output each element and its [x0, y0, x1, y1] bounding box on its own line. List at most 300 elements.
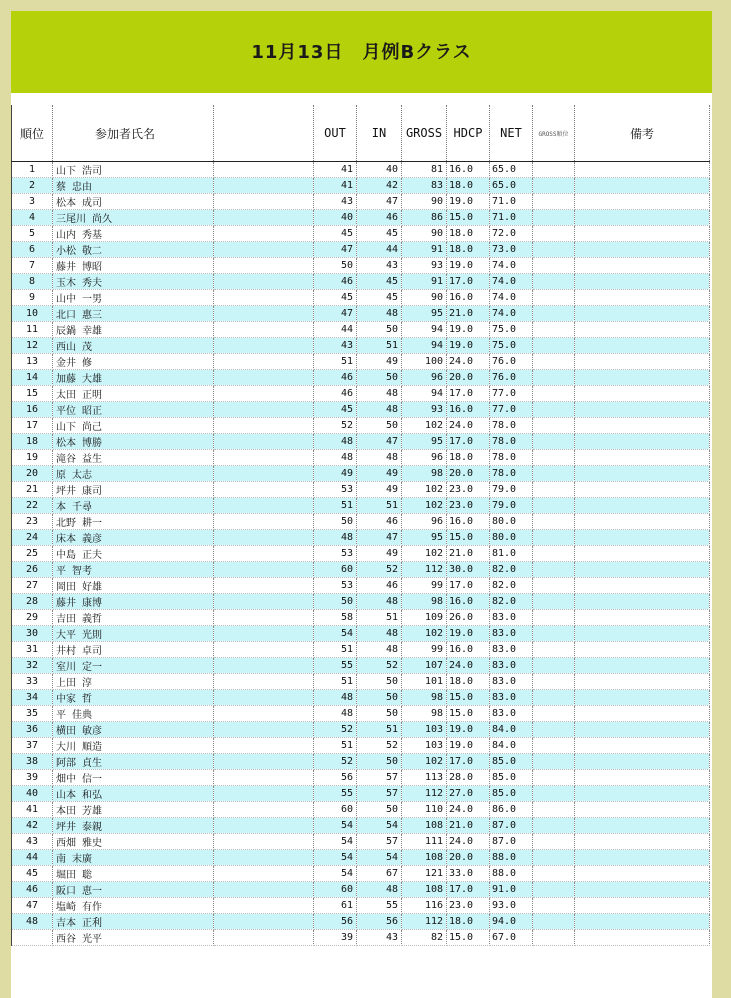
- blank-cell: [214, 386, 314, 402]
- net-cell: 79.0: [490, 498, 533, 514]
- out-cell: 60: [314, 802, 357, 818]
- name-cell: 床本 義彦: [53, 530, 214, 546]
- rank-cell: 11: [12, 322, 53, 338]
- name-cell: 室川 定一: [53, 658, 214, 674]
- header-gross-rank: GROSS順位: [533, 105, 575, 162]
- gross-cell: 103: [402, 722, 447, 738]
- gross-cell: 95: [402, 306, 447, 322]
- gross-cell: 94: [402, 322, 447, 338]
- header-blank: [214, 105, 314, 162]
- note-cell: [575, 498, 710, 514]
- net-cell: 94.0: [490, 914, 533, 930]
- gross-rank-cell: [533, 642, 575, 658]
- table-row: [12, 898, 710, 914]
- gross-rank-cell: [533, 626, 575, 642]
- in-cell: 46: [357, 210, 402, 226]
- name-cell: 北野 耕一: [53, 514, 214, 530]
- table-row: [12, 242, 710, 258]
- name-cell: 南 末廣: [53, 850, 214, 866]
- name-cell: 藤井 康博: [53, 594, 214, 610]
- blank-cell: [214, 674, 314, 690]
- blank-cell: [214, 178, 314, 194]
- gross-rank-cell: [533, 562, 575, 578]
- name-cell: 岡田 好雄: [53, 578, 214, 594]
- name-cell: 山内 秀基: [53, 226, 214, 242]
- blank-cell: [214, 594, 314, 610]
- blank-cell: [214, 258, 314, 274]
- hdcp-cell: 18.0: [447, 242, 490, 258]
- rank-cell: 21: [12, 482, 53, 498]
- net-cell: 80.0: [490, 530, 533, 546]
- out-cell: 46: [314, 274, 357, 290]
- out-cell: 44: [314, 322, 357, 338]
- gross-rank-cell: [533, 306, 575, 322]
- gross-rank-cell: [533, 466, 575, 482]
- gross-cell: 98: [402, 466, 447, 482]
- header-hdcp: HDCP: [447, 105, 490, 162]
- gross-rank-cell: [533, 834, 575, 850]
- hdcp-cell: 19.0: [447, 322, 490, 338]
- net-cell: 82.0: [490, 578, 533, 594]
- net-cell: 87.0: [490, 834, 533, 850]
- net-cell: 65.0: [490, 178, 533, 194]
- net-cell: 85.0: [490, 786, 533, 802]
- table-row: [12, 514, 710, 530]
- name-cell: 小松 敬二: [53, 242, 214, 258]
- gross-cell: 90: [402, 194, 447, 210]
- hdcp-cell: 24.0: [447, 802, 490, 818]
- rank-cell: 41: [12, 802, 53, 818]
- out-cell: 56: [314, 914, 357, 930]
- in-cell: 47: [357, 434, 402, 450]
- out-cell: 40: [314, 210, 357, 226]
- out-cell: 53: [314, 482, 357, 498]
- name-cell: 大川 順造: [53, 738, 214, 754]
- out-cell: 43: [314, 338, 357, 354]
- table-row: [12, 402, 710, 418]
- net-cell: 87.0: [490, 818, 533, 834]
- name-cell: 西山 茂: [53, 338, 214, 354]
- gross-cell: 95: [402, 434, 447, 450]
- note-cell: [575, 578, 710, 594]
- table-row: [12, 306, 710, 322]
- out-cell: 48: [314, 690, 357, 706]
- name-cell: 山本 和弘: [53, 786, 214, 802]
- rank-cell: 3: [12, 194, 53, 210]
- out-cell: 54: [314, 850, 357, 866]
- blank-cell: [214, 722, 314, 738]
- in-cell: 52: [357, 738, 402, 754]
- blank-cell: [214, 242, 314, 258]
- blank-cell: [214, 274, 314, 290]
- rank-cell: 33: [12, 674, 53, 690]
- header-rank: 順位: [12, 105, 53, 162]
- gross-cell: 93: [402, 258, 447, 274]
- note-cell: [575, 722, 710, 738]
- table-row: [12, 210, 710, 226]
- in-cell: 49: [357, 482, 402, 498]
- gross-cell: 103: [402, 738, 447, 754]
- hdcp-cell: 17.0: [447, 882, 490, 898]
- rank-cell: 48: [12, 914, 53, 930]
- net-cell: 75.0: [490, 338, 533, 354]
- rank-cell: 45: [12, 866, 53, 882]
- hdcp-cell: 24.0: [447, 418, 490, 434]
- blank-cell: [214, 818, 314, 834]
- note-cell: [575, 354, 710, 370]
- gross-cell: 100: [402, 354, 447, 370]
- net-cell: 88.0: [490, 866, 533, 882]
- title-banner: [11, 11, 712, 93]
- rank-cell: 43: [12, 834, 53, 850]
- rank-cell: 20: [12, 466, 53, 482]
- hdcp-cell: 15.0: [447, 210, 490, 226]
- gross-cell: 101: [402, 674, 447, 690]
- note-cell: [575, 834, 710, 850]
- gross-rank-cell: [533, 194, 575, 210]
- table-row: [12, 498, 710, 514]
- out-cell: 54: [314, 834, 357, 850]
- gross-cell: 90: [402, 226, 447, 242]
- gross-rank-cell: [533, 898, 575, 914]
- gross-rank-cell: [533, 210, 575, 226]
- blank-cell: [214, 834, 314, 850]
- gross-rank-cell: [533, 850, 575, 866]
- header-in: IN: [357, 105, 402, 162]
- hdcp-cell: 23.0: [447, 498, 490, 514]
- blank-cell: [214, 466, 314, 482]
- in-cell: 48: [357, 594, 402, 610]
- note-cell: [575, 226, 710, 242]
- gross-cell: 113: [402, 770, 447, 786]
- blank-cell: [214, 610, 314, 626]
- gross-rank-cell: [533, 418, 575, 434]
- net-cell: 77.0: [490, 402, 533, 418]
- net-cell: 76.0: [490, 354, 533, 370]
- blank-cell: [214, 898, 314, 914]
- hdcp-cell: 30.0: [447, 562, 490, 578]
- blank-cell: [214, 802, 314, 818]
- gross-cell: 95: [402, 530, 447, 546]
- net-cell: 86.0: [490, 802, 533, 818]
- out-cell: 45: [314, 402, 357, 418]
- in-cell: 49: [357, 546, 402, 562]
- note-cell: [575, 642, 710, 658]
- net-cell: 85.0: [490, 770, 533, 786]
- blank-cell: [214, 770, 314, 786]
- table-row: [12, 258, 710, 274]
- gross-cell: 108: [402, 882, 447, 898]
- rank-cell: 31: [12, 642, 53, 658]
- hdcp-cell: 18.0: [447, 178, 490, 194]
- name-cell: 平 佳典: [53, 706, 214, 722]
- blank-cell: [214, 402, 314, 418]
- table-row: [12, 594, 710, 610]
- blank-cell: [214, 370, 314, 386]
- in-cell: 42: [357, 178, 402, 194]
- in-cell: 43: [357, 930, 402, 946]
- gross-cell: 107: [402, 658, 447, 674]
- rank-cell: 12: [12, 338, 53, 354]
- blank-cell: [214, 578, 314, 594]
- note-cell: [575, 770, 710, 786]
- table-row: [12, 818, 710, 834]
- out-cell: 54: [314, 866, 357, 882]
- table-row: [12, 370, 710, 386]
- name-cell: 山中 一男: [53, 290, 214, 306]
- table-row: [12, 162, 710, 178]
- hdcp-cell: 17.0: [447, 274, 490, 290]
- net-cell: 83.0: [490, 658, 533, 674]
- gross-cell: 94: [402, 338, 447, 354]
- gross-rank-cell: [533, 786, 575, 802]
- table-row: [12, 850, 710, 866]
- gross-cell: 96: [402, 514, 447, 530]
- header-row: [12, 105, 710, 162]
- table-row: [12, 274, 710, 290]
- table-row: [12, 658, 710, 674]
- gross-cell: 108: [402, 818, 447, 834]
- blank-cell: [214, 226, 314, 242]
- net-cell: 75.0: [490, 322, 533, 338]
- name-cell: 平 智考: [53, 562, 214, 578]
- hdcp-cell: 16.0: [447, 514, 490, 530]
- in-cell: 50: [357, 802, 402, 818]
- results-table: [11, 105, 710, 946]
- out-cell: 49: [314, 466, 357, 482]
- hdcp-cell: 16.0: [447, 594, 490, 610]
- out-cell: 48: [314, 434, 357, 450]
- hdcp-cell: 19.0: [447, 626, 490, 642]
- in-cell: 48: [357, 642, 402, 658]
- name-cell: 蔡 忠由: [53, 178, 214, 194]
- header-out: OUT: [314, 105, 357, 162]
- rank-cell: 22: [12, 498, 53, 514]
- net-cell: 74.0: [490, 274, 533, 290]
- note-cell: [575, 866, 710, 882]
- in-cell: 48: [357, 402, 402, 418]
- rank-cell: 42: [12, 818, 53, 834]
- table-row: [12, 834, 710, 850]
- out-cell: 53: [314, 578, 357, 594]
- gross-cell: 82: [402, 930, 447, 946]
- out-cell: 43: [314, 194, 357, 210]
- blank-cell: [214, 914, 314, 930]
- gross-cell: 83: [402, 178, 447, 194]
- name-cell: 畑中 信一: [53, 770, 214, 786]
- note-cell: [575, 786, 710, 802]
- gross-rank-cell: [533, 914, 575, 930]
- in-cell: 45: [357, 226, 402, 242]
- note-cell: [575, 322, 710, 338]
- in-cell: 50: [357, 754, 402, 770]
- table-row: [12, 754, 710, 770]
- net-cell: 78.0: [490, 466, 533, 482]
- net-cell: 91.0: [490, 882, 533, 898]
- net-cell: 76.0: [490, 370, 533, 386]
- net-cell: 74.0: [490, 306, 533, 322]
- rank-cell: 1: [12, 162, 53, 178]
- in-cell: 50: [357, 706, 402, 722]
- blank-cell: [214, 530, 314, 546]
- blank-cell: [214, 866, 314, 882]
- note-cell: [575, 290, 710, 306]
- gross-cell: 121: [402, 866, 447, 882]
- note-cell: [575, 402, 710, 418]
- out-cell: 41: [314, 162, 357, 178]
- gross-cell: 102: [402, 498, 447, 514]
- gross-rank-cell: [533, 594, 575, 610]
- blank-cell: [214, 482, 314, 498]
- rank-cell: 28: [12, 594, 53, 610]
- blank-cell: [214, 786, 314, 802]
- note-cell: [575, 818, 710, 834]
- blank-cell: [214, 450, 314, 466]
- table-row: [12, 674, 710, 690]
- in-cell: 55: [357, 898, 402, 914]
- blank-cell: [214, 162, 314, 178]
- note-cell: [575, 466, 710, 482]
- gross-rank-cell: [533, 658, 575, 674]
- gross-cell: 102: [402, 418, 447, 434]
- note-cell: [575, 450, 710, 466]
- out-cell: 55: [314, 658, 357, 674]
- gross-cell: 112: [402, 786, 447, 802]
- rank-cell: 30: [12, 626, 53, 642]
- note-cell: [575, 898, 710, 914]
- rank-cell: 10: [12, 306, 53, 322]
- out-cell: 47: [314, 242, 357, 258]
- gross-rank-cell: [533, 610, 575, 626]
- net-cell: 85.0: [490, 754, 533, 770]
- header-name: 参加者氏名: [53, 105, 214, 162]
- note-cell: [575, 258, 710, 274]
- hdcp-cell: 16.0: [447, 402, 490, 418]
- table-row: [12, 706, 710, 722]
- in-cell: 45: [357, 274, 402, 290]
- out-cell: 46: [314, 370, 357, 386]
- table-row: [12, 722, 710, 738]
- gross-cell: 111: [402, 834, 447, 850]
- hdcp-cell: 21.0: [447, 546, 490, 562]
- hdcp-cell: 33.0: [447, 866, 490, 882]
- in-cell: 57: [357, 834, 402, 850]
- out-cell: 48: [314, 530, 357, 546]
- blank-cell: [214, 546, 314, 562]
- table-row: [12, 482, 710, 498]
- out-cell: 45: [314, 290, 357, 306]
- in-cell: 46: [357, 578, 402, 594]
- note-cell: [575, 178, 710, 194]
- gross-rank-cell: [533, 930, 575, 946]
- note-cell: [575, 882, 710, 898]
- blank-cell: [214, 658, 314, 674]
- note-cell: [575, 610, 710, 626]
- in-cell: 51: [357, 498, 402, 514]
- name-cell: 塩崎 有作: [53, 898, 214, 914]
- note-cell: [575, 802, 710, 818]
- name-cell: 太田 正明: [53, 386, 214, 402]
- out-cell: 52: [314, 722, 357, 738]
- gross-cell: 91: [402, 274, 447, 290]
- in-cell: 49: [357, 354, 402, 370]
- in-cell: 50: [357, 674, 402, 690]
- in-cell: 52: [357, 658, 402, 674]
- hdcp-cell: 15.0: [447, 530, 490, 546]
- table-row: [12, 466, 710, 482]
- note-cell: [575, 546, 710, 562]
- gross-cell: 81: [402, 162, 447, 178]
- rank-cell: 38: [12, 754, 53, 770]
- note-cell: [575, 674, 710, 690]
- gross-cell: 94: [402, 386, 447, 402]
- out-cell: 51: [314, 642, 357, 658]
- rank-cell: 26: [12, 562, 53, 578]
- in-cell: 54: [357, 818, 402, 834]
- table-row: [12, 786, 710, 802]
- hdcp-cell: 20.0: [447, 466, 490, 482]
- rank-cell: 18: [12, 434, 53, 450]
- net-cell: 74.0: [490, 290, 533, 306]
- note-cell: [575, 242, 710, 258]
- out-cell: 50: [314, 514, 357, 530]
- hdcp-cell: 19.0: [447, 722, 490, 738]
- hdcp-cell: 19.0: [447, 194, 490, 210]
- out-cell: 50: [314, 258, 357, 274]
- gross-cell: 98: [402, 690, 447, 706]
- net-cell: 78.0: [490, 450, 533, 466]
- gross-rank-cell: [533, 338, 575, 354]
- name-cell: 上田 淳: [53, 674, 214, 690]
- rank-cell: 27: [12, 578, 53, 594]
- out-cell: 51: [314, 674, 357, 690]
- rank-cell: 32: [12, 658, 53, 674]
- hdcp-cell: 20.0: [447, 850, 490, 866]
- rank-cell: 24: [12, 530, 53, 546]
- table-row: [12, 914, 710, 930]
- table-row: [12, 434, 710, 450]
- out-cell: 41: [314, 178, 357, 194]
- rank-cell: 44: [12, 850, 53, 866]
- gross-rank-cell: [533, 754, 575, 770]
- rank-cell: 19: [12, 450, 53, 466]
- blank-cell: [214, 754, 314, 770]
- name-cell: 坪井 康司: [53, 482, 214, 498]
- hdcp-cell: 16.0: [447, 162, 490, 178]
- rank-cell: 36: [12, 722, 53, 738]
- rank-cell: 9: [12, 290, 53, 306]
- name-cell: 藤井 博昭: [53, 258, 214, 274]
- blank-cell: [214, 498, 314, 514]
- hdcp-cell: 15.0: [447, 930, 490, 946]
- net-cell: 73.0: [490, 242, 533, 258]
- note-cell: [575, 210, 710, 226]
- note-cell: [575, 738, 710, 754]
- net-cell: 71.0: [490, 210, 533, 226]
- rank-cell: 4: [12, 210, 53, 226]
- hdcp-cell: 15.0: [447, 706, 490, 722]
- gross-rank-cell: [533, 434, 575, 450]
- in-cell: 56: [357, 914, 402, 930]
- results-sheet: [11, 105, 711, 946]
- hdcp-cell: 23.0: [447, 898, 490, 914]
- table-row: [12, 530, 710, 546]
- blank-cell: [214, 210, 314, 226]
- net-cell: 79.0: [490, 482, 533, 498]
- blank-cell: [214, 418, 314, 434]
- hdcp-cell: 18.0: [447, 450, 490, 466]
- hdcp-cell: 24.0: [447, 354, 490, 370]
